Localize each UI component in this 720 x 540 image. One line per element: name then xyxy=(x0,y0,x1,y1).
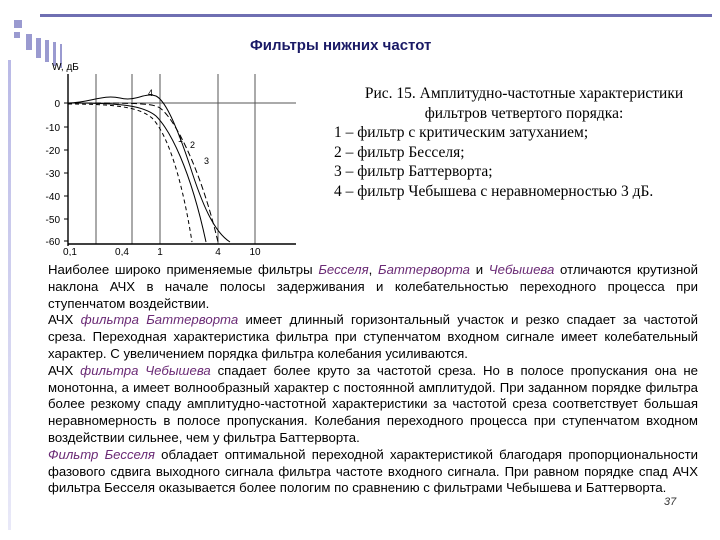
curve-3 xyxy=(68,103,218,242)
y-tick-label: 0 xyxy=(54,99,60,110)
caption-item: 1 – фильтр с критическим затуханием; xyxy=(334,124,589,141)
page-title: Фильтры нижних частот xyxy=(250,37,432,54)
text-span: Наиболее широко применяемые фильтры xyxy=(48,262,319,277)
highlight-butterworth: Баттерворта xyxy=(378,262,471,277)
caption-item: 3 – фильтр Баттерворта; xyxy=(334,163,493,180)
curve-2 xyxy=(68,103,206,242)
caption-title: Рис. 15. Амплитудно-частотные характеристики фильтров четвертого порядка: xyxy=(364,85,684,122)
highlight-chebyshev: Чебышева xyxy=(488,262,555,277)
curve-label: 4 xyxy=(148,88,154,98)
highlight-bessel: Фильтр Бесселя xyxy=(48,446,155,462)
curve-label: 1 xyxy=(178,134,184,144)
highlight-chebyshev: фильтра Чебышева xyxy=(80,362,211,378)
curve-1 xyxy=(68,104,192,242)
highlight-butterworth: фильтра Баттерворта xyxy=(80,312,239,328)
x-tick-label: 1 xyxy=(157,247,163,256)
curve-label: 2 xyxy=(190,140,196,150)
x-tick-label: 10 xyxy=(249,247,261,256)
page-number: 37 xyxy=(664,496,677,508)
text-span: и xyxy=(470,262,489,277)
left-decor-bar xyxy=(8,60,11,530)
text-span: имеет длинный горизонтальный участок и резко спадает за частотой среза. Переходная характеристика фильтра при ступенчатом входном сигнале имеет колебательный характер. С увеличением порядка фильтра колебания усиливаются. xyxy=(48,312,699,361)
caption-item: 2 – фильтр Бесселя; xyxy=(334,143,465,161)
top-decor-line xyxy=(40,14,712,17)
highlight-bessel: Бесселя xyxy=(318,262,369,277)
paragraph-2 xyxy=(14,312,698,362)
x-tick-label: 0,1 xyxy=(63,247,77,256)
curve-4 xyxy=(68,95,230,242)
text-span: АЧХ xyxy=(48,362,81,378)
x-tick-label: 0,4 xyxy=(115,247,129,256)
body-text xyxy=(14,262,698,497)
y-tick-label: -50 xyxy=(45,215,60,226)
text-span: спадает более круто за частотой среза. Но в полосе пропускания она не монотонна, а имеет волнообразный характер с постоянной амплитудой. При заданном порядке фильтра более резкому спаду амплитудно-частотной характеристики за частотой среза соответствует большая неравномерность в полосе пропускания. Колебания переходного процесса при ступенчатом входном воздействии сильнее, чем у фильтра Баттерворта. xyxy=(48,362,698,445)
frequency-response-figure xyxy=(40,56,302,256)
y-tick-label: -10 xyxy=(45,123,60,134)
paragraph-3 xyxy=(14,363,698,447)
figure-caption xyxy=(334,84,714,201)
y-tick-label: -60 xyxy=(45,237,60,248)
text-span: обладает оптимальной переходной характеристикой благодаря пропорциональности фазового сдвига выходного сигнала фильтра частоте входного сигнала. При равном порядке спад АЧХ фильтра Бесселя оказывается более пологим по сравнению с фильтрами Чебышева и Баттерворта. xyxy=(48,446,698,496)
caption-item: 4 – фильтр Чебышева с неравномерностью 3 дБ. xyxy=(334,182,654,200)
text-span: отличаются крутизной наклона АЧХ в начале полосы задерживания и колебательностью переходного процесса при ступенчатом воздействии. xyxy=(48,262,698,311)
x-tick-label: 4 xyxy=(215,247,221,256)
y-tick-label: -40 xyxy=(45,192,60,203)
y-axis-label: W, дБ xyxy=(52,62,79,73)
y-tick-label: -30 xyxy=(45,169,60,180)
text-span: АЧХ xyxy=(48,312,81,328)
paragraph-1 xyxy=(14,262,698,312)
paragraph-4 xyxy=(14,447,698,497)
curve-label: 3 xyxy=(204,156,210,166)
y-tick-label: -20 xyxy=(45,146,60,157)
text-span: , xyxy=(368,262,379,277)
